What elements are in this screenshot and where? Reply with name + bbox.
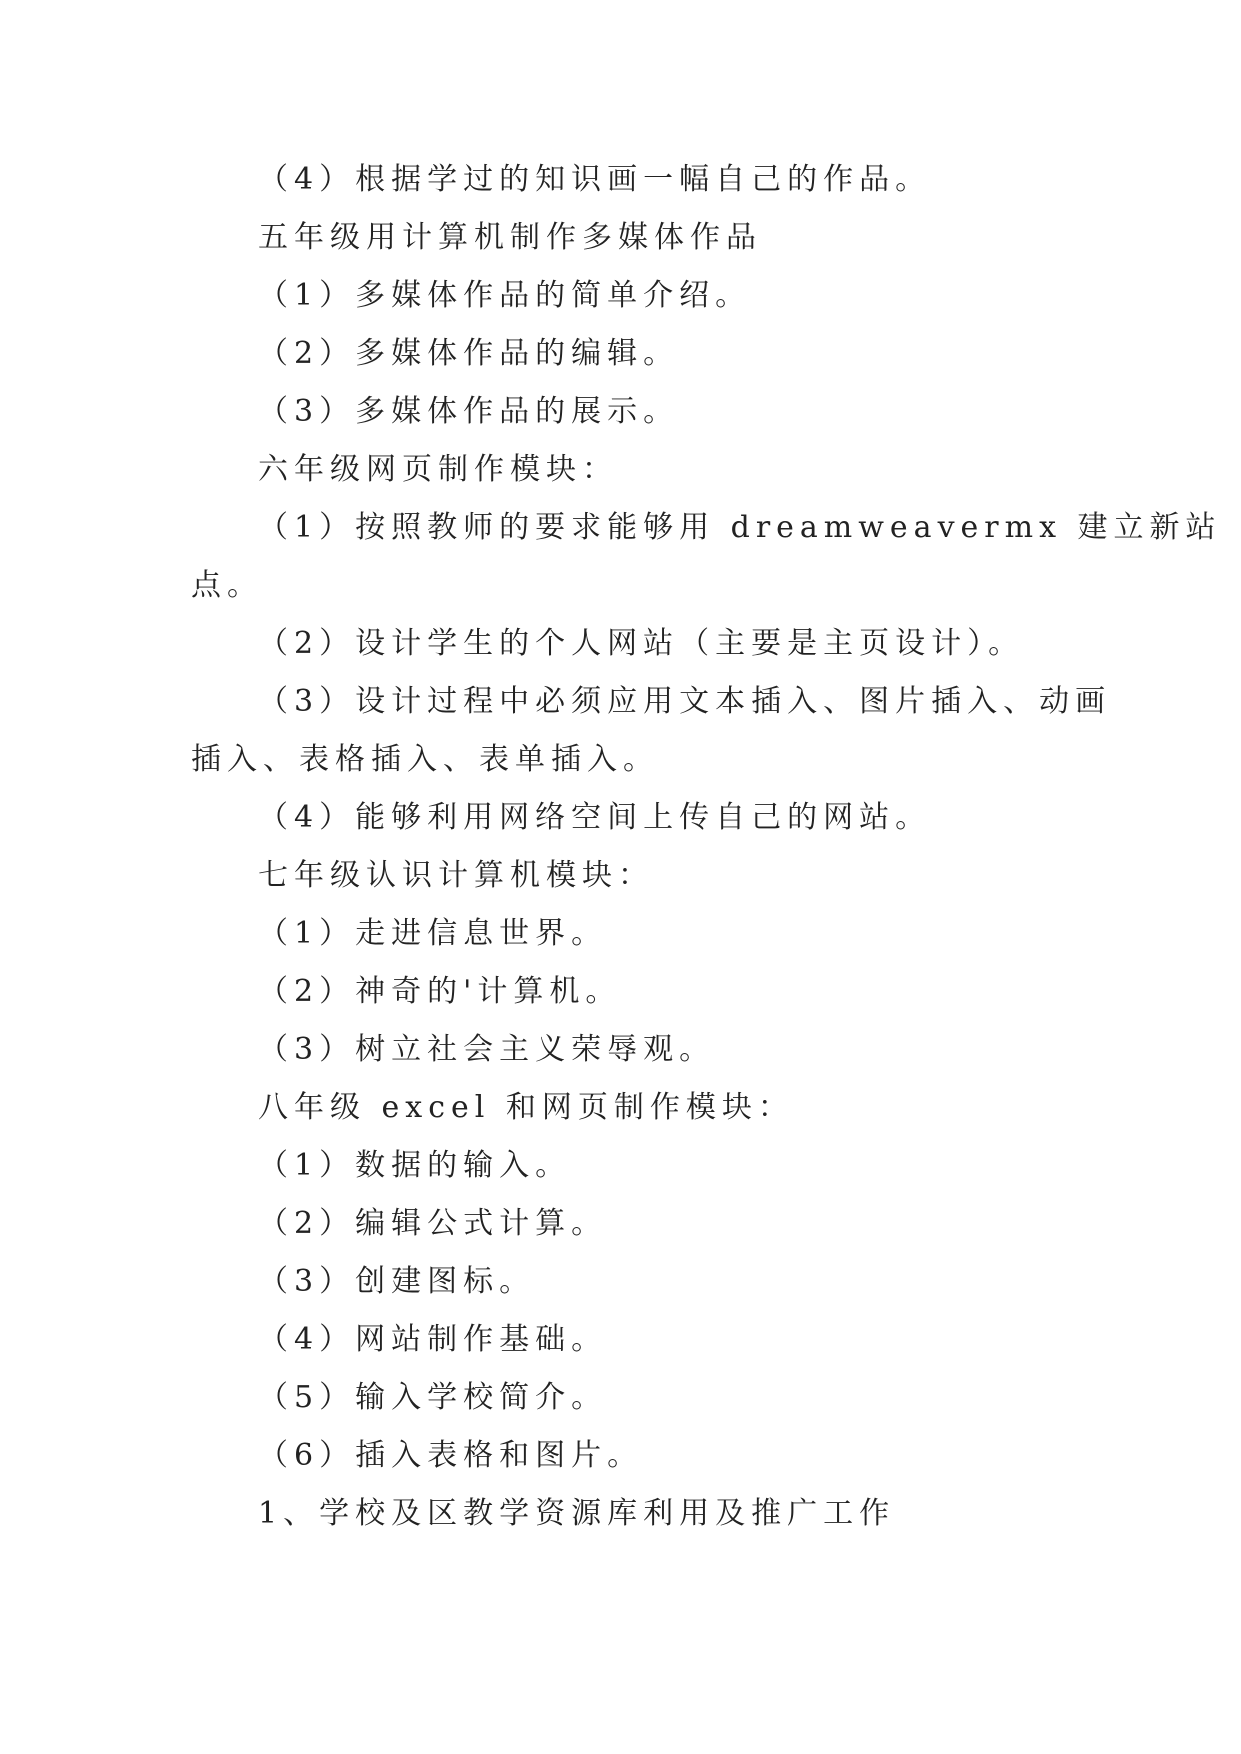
section-heading-grade5: 五年级用计算机制作多媒体作品: [258, 220, 762, 255]
paragraph-line: （5）输入学校简介。: [258, 1380, 608, 1415]
paragraph-line: （3）设计过程中必须应用文本插入、图片插入、动画: [258, 684, 1112, 719]
section-heading-grade6: 六年级网页制作模块：: [258, 452, 618, 487]
paragraph-line: （2）编辑公式计算。: [258, 1206, 608, 1241]
paragraph-line: （1）按照教师的要求能够用 dreamweavermx 建立新站: [258, 510, 1222, 545]
section-heading-grade8: 八年级 excel 和网页制作模块：: [258, 1090, 794, 1125]
paragraph-line: （1）走进信息世界。: [258, 916, 608, 951]
paragraph-line: （2）神奇的'计算机。: [258, 974, 622, 1009]
paragraph-line: （6）插入表格和图片。: [258, 1438, 644, 1473]
paragraph-line: （1）数据的输入。: [258, 1148, 572, 1183]
section-heading-resources: 1、学校及区教学资源库利用及推广工作: [258, 1496, 896, 1531]
paragraph-line: （4）能够利用网络空间上传自己的网站。: [258, 800, 932, 835]
paragraph-line: （1）多媒体作品的简单介绍。: [258, 278, 752, 313]
paragraph-line-continued: 插入、表格插入、表单插入。: [191, 742, 659, 777]
paragraph-line: （3）树立社会主义荣辱观。: [258, 1032, 716, 1067]
section-heading-grade7: 七年级认识计算机模块：: [258, 858, 654, 893]
paragraph-line-continued: 点。: [191, 568, 263, 603]
paragraph-line: （4）根据学过的知识画一幅自己的作品。: [258, 162, 932, 197]
paragraph-line: （3）多媒体作品的展示。: [258, 394, 680, 429]
paragraph-line: （4）网站制作基础。: [258, 1322, 608, 1357]
paragraph-line: （2）多媒体作品的编辑。: [258, 336, 680, 371]
paragraph-line: （2）设计学生的个人网站（主要是主页设计）。: [258, 626, 1025, 661]
paragraph-line: （3）创建图标。: [258, 1264, 536, 1299]
